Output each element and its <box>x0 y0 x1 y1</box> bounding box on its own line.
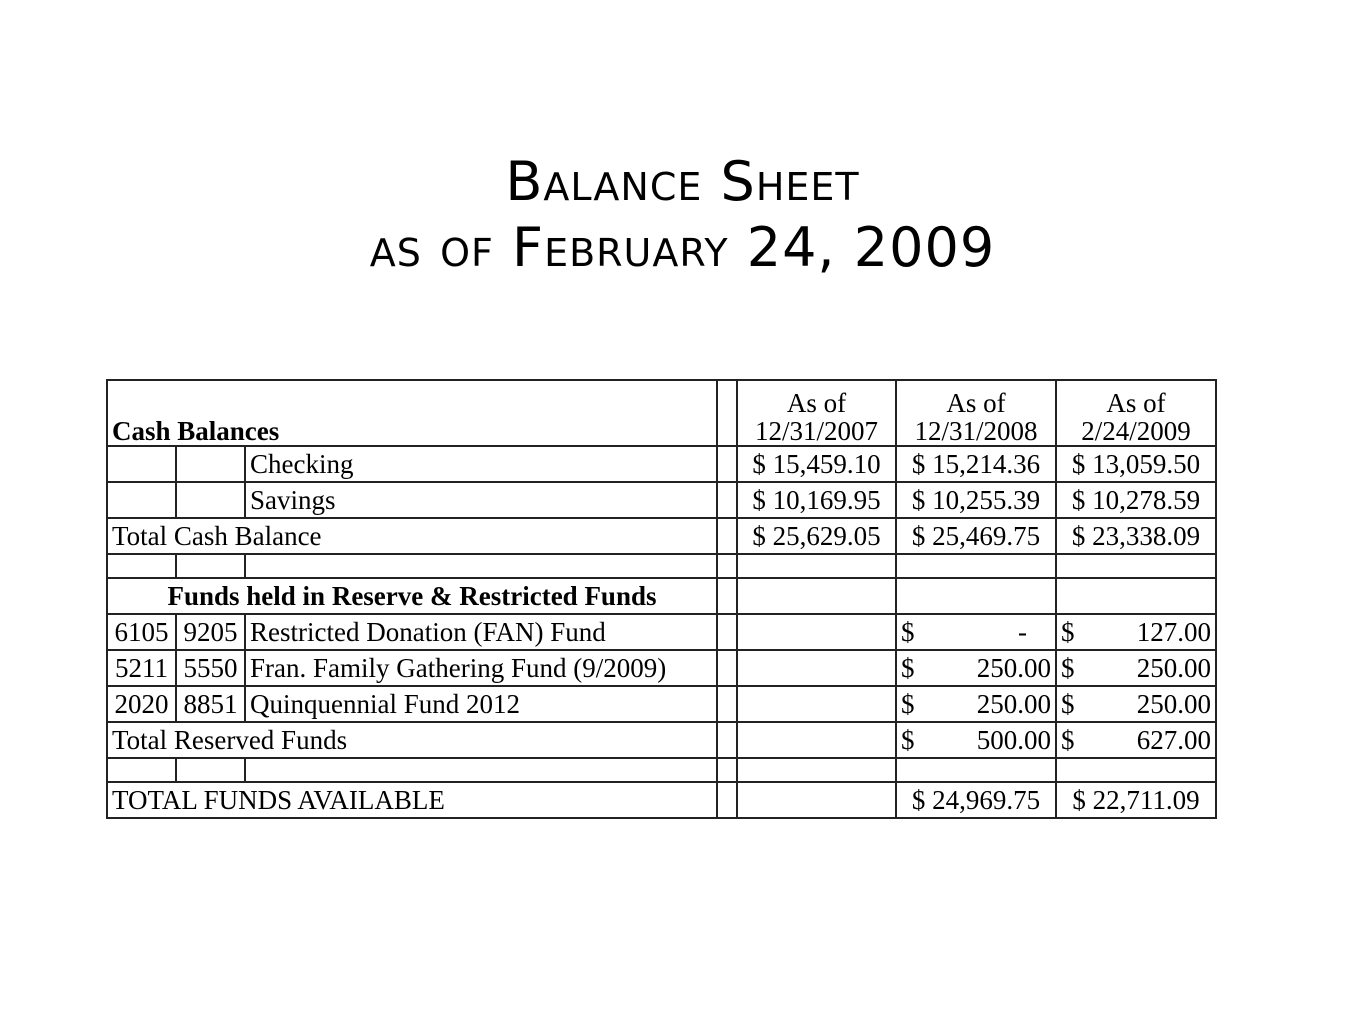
account-code: 2020 <box>107 686 176 722</box>
cell-total-cash-2009: $ 23,338.09 <box>1056 518 1216 554</box>
cell-savings-2009: $ 10,278.59 <box>1056 482 1216 518</box>
page-subtitle: as of February 24, 2009 <box>369 216 996 279</box>
cell-savings-2008: $ 10,255.39 <box>896 482 1056 518</box>
table-row <box>107 578 1216 614</box>
account-code: 9205 <box>176 614 245 650</box>
row-label-total-cash: Total Cash Balance <box>107 518 717 554</box>
row-label-savings: Savings <box>245 482 717 518</box>
cell-fund-2009: $ 250.00 <box>1056 650 1216 686</box>
account-code: 5211 <box>107 650 176 686</box>
cell-fund-2008: $ - <box>896 614 1056 650</box>
table-row <box>107 722 1216 758</box>
cell-savings-2007: $ 10,169.95 <box>737 482 896 518</box>
cell-total-reserved-2009: $ 627.00 <box>1056 722 1216 758</box>
col-header-2008: As of 12/31/2008 <box>896 380 1056 446</box>
account-code: 5550 <box>176 650 245 686</box>
row-label-total-reserved: Total Reserved Funds <box>107 722 717 758</box>
table-row <box>107 686 1216 722</box>
cell-total-funds-2008: $ 24,969.75 <box>896 782 1056 818</box>
balance-sheet-table <box>106 379 1217 819</box>
row-label-fund: Quinquennial Fund 2012 <box>245 686 717 722</box>
table-row <box>107 782 1216 818</box>
row-label-fund: Restricted Donation (FAN) Fund <box>245 614 717 650</box>
cell-total-reserved-2008: $ 500.00 <box>896 722 1056 758</box>
page-title: Balance Sheet <box>505 150 860 213</box>
cell-total-funds-2009: $ 22,711.09 <box>1056 782 1216 818</box>
col-header-2009: As of 2/24/2009 <box>1056 380 1216 446</box>
cell-total-cash-2007: $ 25,629.05 <box>737 518 896 554</box>
table-header-row <box>107 380 1216 446</box>
section-label-reserve: Funds held in Reserve & Restricted Funds <box>107 578 717 614</box>
table-row <box>107 482 1216 518</box>
cell-fund-2009: $ 127.00 <box>1056 614 1216 650</box>
cell-checking-2008: $ 15,214.36 <box>896 446 1056 482</box>
row-label-checking: Checking <box>245 446 717 482</box>
account-code: 6105 <box>107 614 176 650</box>
row-label-total-funds: TOTAL FUNDS AVAILABLE <box>107 782 717 818</box>
empty-row <box>107 758 1216 782</box>
table-row <box>107 650 1216 686</box>
row-label-fund: Fran. Family Gathering Fund (9/2009) <box>245 650 717 686</box>
table-row <box>107 518 1216 554</box>
empty-row <box>107 554 1216 578</box>
gap-cell <box>717 380 737 446</box>
table-row <box>107 614 1216 650</box>
cell-fund-2008: $ 250.00 <box>896 650 1056 686</box>
section-label-cash-balances: Cash Balances <box>107 380 717 446</box>
account-code: 8851 <box>176 686 245 722</box>
cell-fund-2008: $ 250.00 <box>896 686 1056 722</box>
cell-total-cash-2008: $ 25,469.75 <box>896 518 1056 554</box>
cell-checking-2009: $ 13,059.50 <box>1056 446 1216 482</box>
table-row <box>107 446 1216 482</box>
col-header-2007: As of 12/31/2007 <box>737 380 896 446</box>
cell-checking-2007: $ 15,459.10 <box>737 446 896 482</box>
cell-fund-2009: $ 250.00 <box>1056 686 1216 722</box>
